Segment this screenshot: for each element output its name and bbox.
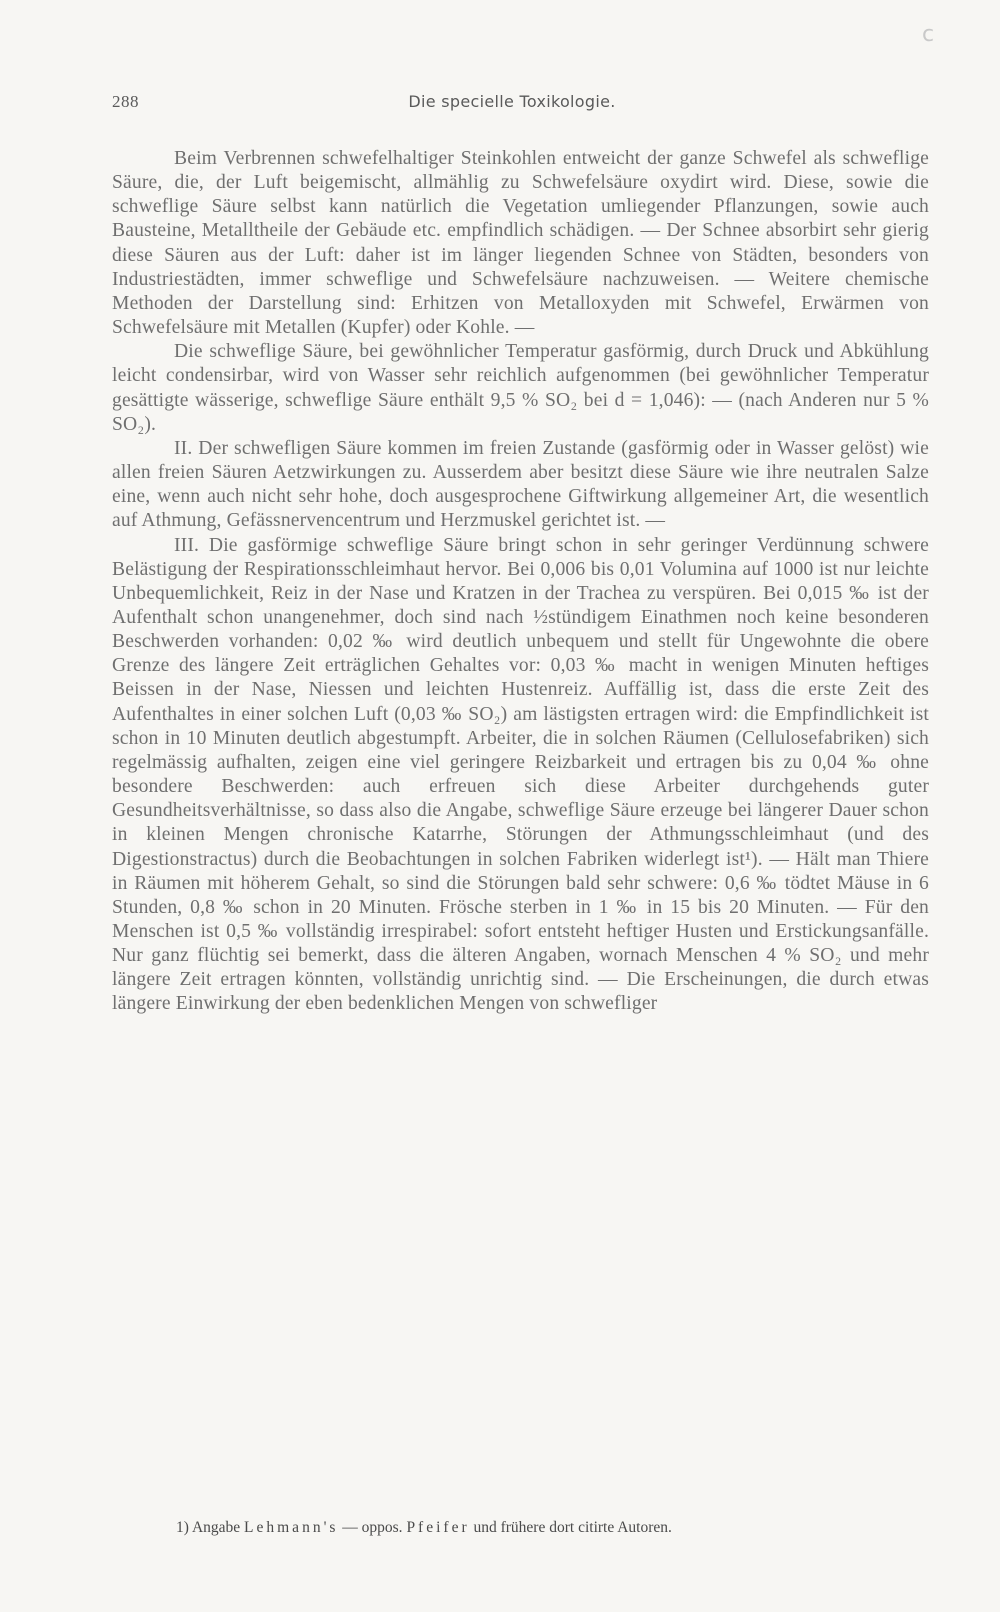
paragraph-section-iii: III. Die gasförmige schweflige Säure bringt schon in sehr geringer Verdünnung schwere Belästigung der Respirationsschleimhaut hervor. Bei 0,006 bis 0,01 Volumina auf 1000 ist nur leichte Unbequemlichkeit, Reiz in der Nase und Kratzen in der Trachea zu verspüren. Bei 0,015 ‰ ist der Aufenthalt schon unangenehmer, doch sind nach ½stündigem Einathmen noch keine besonderen Beschwerden vorhanden: 0,02 ‰ wird deutlich unbequem und stellt für Ungewohnte die obere Grenze des längere Zeit erträglichen Gehaltes vor: 0,03 ‰ macht in wenigen Minuten heftiges Beissen in der Nase, Niessen und leichten Hustenreiz. Auffällig ist, dass die erste Zeit des Aufenthaltes in einer solchen Luft (0,03 ‰ SO₂) am lästigsten ertragen wird: die Empfindlichkeit ist schon in 10 Minuten deutlich abgestumpft. Arbeiter, die in solchen Räumen (Cellulosefabriken) sich regelmässig aufhalten, zeigen eine viel geringere Reizbarkeit und ertragen bis zu 0,04 ‰ ohne besondere Beschwerden: auch erfreuen sich diese Arbeiter durchgehends guter Gesundheitsverhältnisse, so dass also die Angabe, schweflige Säure erzeuge bei längerer Dauer schon in kleinen Mengen chronische Katarrhe, Störungen der Athmungsschleimhaut (und des Digestionstractus) durch die Beobachtungen in solchen Fabriken widerlegt ist¹). — Hält man Thiere in Räumen mit höherem Gehalt, so sind die Störungen bald sehr schwere: 0,6 ‰ tödtet Mäuse in 6 Stunden, 0,8 ‰ schon in 20 Minuten. Frösche sterben in 1 ‰ in 15 bis 20 Minuten. — Für den Menschen ist 0,5 ‰ vollständig irrespirabel: sofort entsteht heftiger Husten und Erstickungsanfälle. Nur ganz flüchtig sei bemerkt, dass die älteren Angaben, wornach Menschen 4 % SO₂ und mehr längere Zeit ertragen könnten, vollständig unrichtig sind. — Die Erscheinungen, die durch etwas längere Einwirkung der eben bedenklichen Mengen von schwefliger xyxy=(112,534,929,1015)
paragraph-section-ii: II. Der schwefligen Säure kommen im freien Zustande (gasförmig oder in Wasser gelöst) wie allen freien Säuren Aetzwirkungen zu. Ausserdem aber besitzt diese Säure wie ihre neutralen Salze eine, wenn auch nicht sehr hohe, doch ausgesprochene Giftwirkung allgemeiner Art, die wesentlich auf Athmung, Gefässnervencentrum und Herzmuskel gerichtet ist. — xyxy=(112,437,929,532)
paragraph-combustion: Beim Verbrennen schwefelhaltiger Steinkohlen entweicht der ganze Schwefel als schweflige Säure, die, der Luft beigemischt, allmählig zu Schwefelsäure oxydirt wird. Diese, sowie die schweflige Säure selbst kann natürlich die Vegetation umliegender Pflanzungen, sowie auch Bausteine, Metalltheile der Gebäude etc. empfindlich schädigen. — Der Schnee absorbirt sehr gierig diese Säuren aus der Luft: daher ist im länger liegenden Schnee von Städten, besonders von Industriestädten, immer schweflige und Schwefelsäure nachzuweisen. — Weitere chemische Methoden der Darstellung sind: Erhitzen von Metalloxyden mit Schwefel, Erwärmen von Schwefelsäure mit Metallen (Kupfer) oder Kohle. — xyxy=(112,148,929,339)
running-title: Die specielle Toxikologie. xyxy=(408,92,616,111)
footnote-author-lehmann: Lehmann's xyxy=(244,1519,339,1536)
footnote-marker: 1) xyxy=(176,1519,189,1536)
footnote-text-before: Angabe xyxy=(191,1519,241,1536)
corner-mark: c xyxy=(922,22,935,47)
running-header xyxy=(112,92,912,116)
footnote-text-middle: — oppos. xyxy=(342,1519,403,1536)
paragraph-properties: Die schweflige Säure, bei gewöhnlicher Temperatur gasförmig, durch Druck und Abkühlung leicht condensirbar, wird von Wasser sehr reichlich aufgenommen (bei gewöhnlicher Temperatur gesättigte wässerige, schweflige Säure enthält 9,5 % SO₂ bei d = 1,046): — (nach Anderen nur 5 % SO₂). xyxy=(112,341,929,435)
footnote-author-pfeifer: Pfeifer xyxy=(406,1519,470,1536)
body-text xyxy=(112,147,929,1017)
footnote xyxy=(176,1519,936,1537)
footnote-text-after: und frühere dort citirte Autoren. xyxy=(473,1519,672,1536)
page-number: 288 xyxy=(112,92,139,111)
